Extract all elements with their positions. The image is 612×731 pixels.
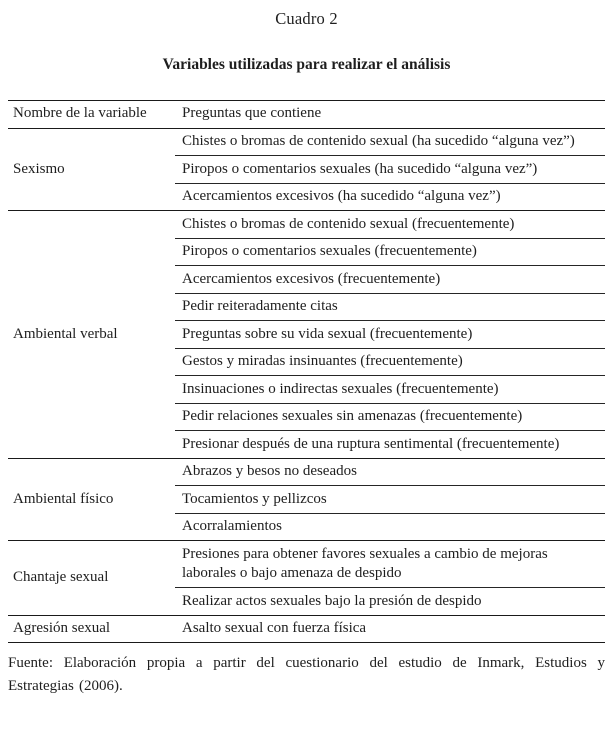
- table-title: Variables utilizadas para realizar el análisis: [162, 56, 451, 73]
- group-agresion-sexual: [8, 615, 605, 643]
- question-cell: Acorralamientos: [182, 518, 282, 534]
- question-cell: Realizar actos sexuales bajo la presión de despido: [182, 592, 482, 609]
- question-cell: Piropos o comentarios sexuales (ha sucedido “alguna vez”): [175, 156, 605, 184]
- table-row: [8, 541, 605, 588]
- column-header-questions: Preguntas que contiene: [175, 101, 605, 129]
- variable-name-cell: Chantaje sexual: [8, 541, 175, 616]
- question-cell: Pedir reiteradamente citas: [175, 293, 605, 321]
- table-row: [8, 211, 605, 239]
- question-cell: Presiones para obtener favores sexuales a cambio de mejoras laborales o bajo amenaza de despido: [175, 541, 605, 588]
- group-ambiental-fisico: [8, 458, 605, 541]
- question-cell: Tocamientos y pellizcos: [175, 486, 605, 514]
- question-cell: Pedir relaciones sexuales sin amenazas (frecuentemente): [175, 403, 605, 431]
- group-chantaje-sexual: [8, 541, 605, 616]
- question-cell: Preguntas sobre su vida sexual (frecuentemente): [175, 321, 605, 349]
- question-cell: Insinuaciones o indirectas sexuales (frecuentemente): [175, 376, 605, 404]
- group-sexismo: [8, 128, 605, 211]
- group-ambiental-verbal: [8, 211, 605, 459]
- table-row: [8, 128, 605, 156]
- variable-name-cell: Sexismo: [8, 128, 175, 211]
- header-row: [8, 101, 605, 129]
- question-cell: Piropos o comentarios sexuales (frecuentemente): [175, 238, 605, 266]
- table-row: [8, 458, 605, 486]
- table-row: [8, 615, 605, 643]
- variable-name-cell: Ambiental físico: [8, 458, 175, 541]
- question-cell: Abrazos y besos no deseados: [175, 458, 605, 486]
- question-cell: Presionar después de una ruptura sentimental (frecuentemente): [182, 435, 560, 452]
- variable-name-cell: Ambiental verbal: [8, 211, 175, 459]
- source-note: Fuente: Elaboración propia a partir del cuestionario del estudio de Inmark, Estudios y Estrategias (2006).: [8, 655, 605, 694]
- question-cell: Asalto sexual con fuerza física: [175, 615, 605, 643]
- variable-name-cell: Agresión sexual: [8, 615, 175, 643]
- question-cell: Chistes o bromas de contenido sexual (frecuentemente): [175, 211, 605, 239]
- question-cell: Acercamientos excesivos (ha sucedido “alguna vez”): [182, 188, 501, 204]
- column-header-variable: Nombre de la variable: [8, 101, 175, 129]
- variables-table: [8, 100, 605, 643]
- table-number-title: Cuadro 2: [275, 9, 338, 28]
- question-cell: Gestos y miradas insinuantes (frecuentemente): [175, 348, 605, 376]
- question-cell: Acercamientos excesivos (frecuentemente): [175, 266, 605, 294]
- question-cell: Chistes o bromas de contenido sexual (ha sucedido “alguna vez”): [175, 128, 605, 156]
